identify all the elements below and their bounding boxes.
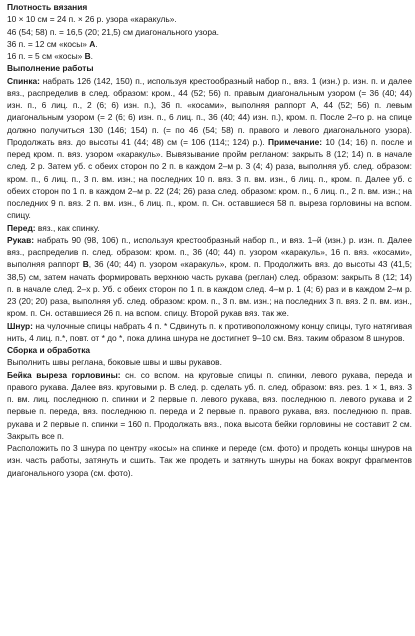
front-paragraph [7, 222, 412, 234]
final-paragraph: Расположить по 3 шнура по центру «косы» на спинке и переде (см. фото) и продеть концы шнуров на изн. часть работы, затянуть и сшить. Так же продеть и затянуть шнуры на боках вокруг фрагментов диагонального узора (см. фото). [7, 443, 412, 478]
sleeve-paragraph [7, 234, 412, 320]
back-paragraph [7, 75, 412, 222]
density-heading: Плотность вязания [7, 2, 88, 12]
note-label: Примечание: [267, 136, 323, 147]
front-label: Перед: [7, 222, 36, 233]
front-text: вяз., как спинку. [37, 222, 100, 233]
neck-label: Бейка выреза горловины: [7, 369, 121, 380]
density-line-4: 16 п. = 5 см «косы» B. [7, 51, 93, 61]
neck-text: сн. со вспом. на круговые спицы п. спинки, левого рукава, переда и правого рукава. Далее вяз. круговыми р. В след. р. сделать уб. п. след. образом: вяз. рез. 1 × 1, вяз. 3 п. вм. лиц. последнюю п. спинки и 2 первые п. левого рукава, вяз. последнюю п. левого рукава и 2 первые п. переда, вяз. последнюю п. переда и 2 первые п. правого рукава, вяз. последнюю п. прав. рукава и 2 первые п. спинки = 160 п. Продолжать вяз., пока высота бейки горловины не составит 2 см. Закрыть все п. [7, 369, 413, 441]
cord-paragraph [7, 320, 412, 345]
work-heading: Выполнение работы [7, 63, 94, 74]
sleeve-label: Рукав: [7, 234, 35, 245]
density-line-2: 46 (54; 58) п. = 16,5 (20; 21,5) см диагонального узора. [7, 26, 219, 37]
back-label: Спинка: [7, 75, 40, 86]
assembly-intro: Выполнить швы реглана, боковые швы и швы рукавов. [7, 357, 222, 368]
cord-text: на чулочные спицы набрать 4 п. * Сдвинуть п. к противоположному концу спицы, туго натягивая нить, 4 лиц. п.*, повт. от * до *, пока длина шнура не достигнет 9–10 см. Вяз. таким образом 8 шнуров. [7, 320, 412, 343]
neck-paragraph [7, 369, 412, 443]
cord-label: Шнур: [7, 320, 33, 331]
assembly-heading: Сборка и обработка [7, 345, 91, 355]
back-text: набрать 126 (142, 150) п., используя крестообразный набор п., вяз. 1 (изн.) р. изн. п. и далее вяз., распределив в след. образом: кром., 44 (52; 56) п. правым диагональным узором (= 36 (40; 44) изн. п., 6 лиц. п., 2 (6; 6) изн. п.), 36 п. «косами», выполняя раппорт A, 44 (52; 56) п. левым диагональным узором (= 2 (6; 6) изн. п., 6 лиц. п., 36 (40; 44) изн. п.), кром. п. После 2–го р. на спице должно получиться 130 (146; 154) п. (= по 46 (54; 58) п. правого и левого диагонального узора). Продолжать вяз. до высоты 41 (44; 48) см (= 106 (114;; 124) р.). [7, 75, 412, 147]
density-line-1: 10 × 10 см = 24 п. × 26 р. узора «каракуль». [7, 14, 177, 25]
sleeve-text-b: , 36 (40; 44) п. узором «каракуль», кром. п. Продолжить вяз. до высоты 43 (41,5; 38,5) см, затем начать формировать верхнюю часть рукава (реглан) след. образом: закрыть 8 (12; 14) п. в начале след. 2–х р. Уб. с обеих сторон по 1 п. в каждом след. 4–м р. 1 (4; 6) раз и в каждом 2–м р. 23 (20; 20) раза, выполняя уб. след. образом: кром. п., 3 п. вм. изн.; на последних 3 п. вяз. 2 п. вм. изн., кром. п. Сн. оставшиеся 26 п. на вспом. спицу. Второй рукав вяз. так же. [7, 259, 412, 319]
sleeve-pattern-b: B [82, 259, 89, 270]
note-text: 10 (14; 16) п. после и перед кром. п. вяз. узором «каракуль». Вывязывание пройм регланом: закрыть 8 (12; 14) п. в начале след. 2 р. Затем уб. с обеих сторон по 2 п. в каждом 2–м р. 3 (4; 4) раза, выполняя уб. след. образом: кром. п., 6 лиц. п., 3 п. вм. изн.; на последних 10 п. вяз. 3 п. вм. изн., 6 лиц. п., кром. п. Далее уб. с обеих сторон по 1 п. в каждом 2–м р. 22 (24; 26) раза след. образом: кром. п., 6 лиц. п., 2 п. вм. изн.; на последних 9 п. вяз. 2 п. вм. изн., 6 лиц. п., кром. п. Сн. оставшиеся 58 п. выреза горловины на вспом. спицу. [7, 136, 413, 221]
sleeve-text-a: набрать 90 (98, 106) п., используя крестообразный набор п., и вяз. 1–й (изн.) р. изн. п. Далее вяз., распределив п. след. образом: кром. п., 36 (40; 44) п. узором «каракуль», 16 п. вяз. «косами», выполняя раппорт [7, 234, 413, 270]
density-line-3: 36 п. = 12 см «косы» A. [7, 38, 98, 49]
